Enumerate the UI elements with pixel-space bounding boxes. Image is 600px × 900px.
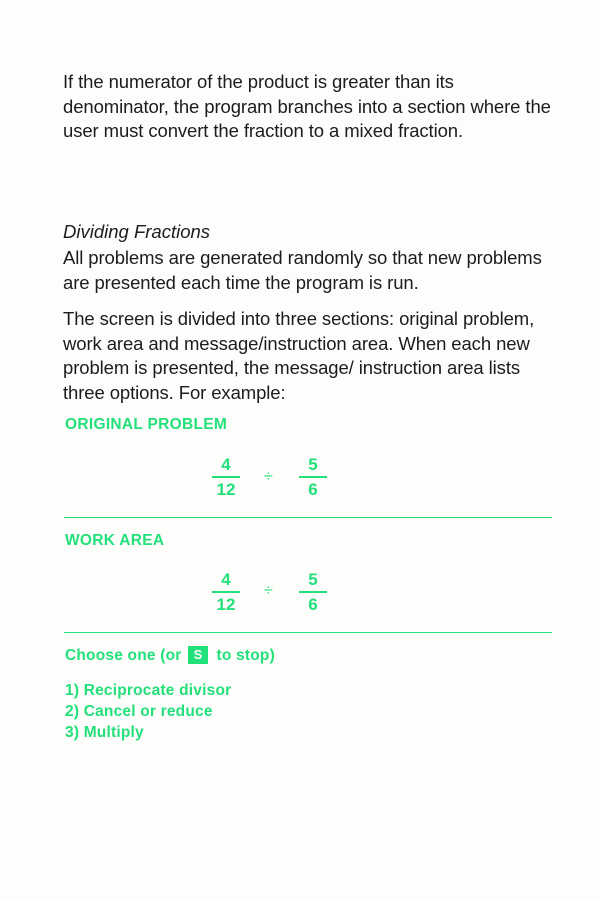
fraction-bar [299, 476, 327, 478]
section-heading: Dividing Fractions [63, 221, 211, 242]
divide-sign: ÷ [264, 582, 273, 599]
original-problem-label: ORIGINAL PROBLEM [65, 416, 228, 433]
divide-sign: ÷ [264, 468, 273, 485]
option-cancel-or-reduce[interactable]: 2) Cancel or reduce [65, 703, 213, 720]
fraction-numerator: 4 [221, 455, 231, 474]
section-divider [64, 632, 552, 633]
original-left-fraction [208, 455, 244, 500]
choose-suffix: to stop) [216, 647, 275, 664]
fraction-numerator: 5 [308, 455, 318, 474]
section-divider [64, 517, 552, 518]
fraction-bar [212, 476, 240, 478]
original-right-fraction [295, 455, 331, 500]
fraction-numerator: 5 [308, 570, 318, 589]
fraction-denominator: 6 [308, 595, 318, 614]
fraction-denominator: 12 [216, 595, 236, 614]
work-right-fraction [295, 570, 331, 615]
fraction-bar [299, 591, 327, 593]
intro-paragraph: If the numerator of the product is greater than its denominator, the program branches into a section where the user must convert the fraction to a mixed fraction. [63, 71, 551, 141]
stop-key[interactable]: S [188, 646, 208, 664]
work-area-label: WORK AREA [65, 532, 165, 549]
fraction-bar [212, 591, 240, 593]
option-reciprocate-divisor[interactable]: 1) Reciprocate divisor [65, 682, 232, 699]
choose-prompt [65, 646, 275, 665]
choose-prefix: Choose one (or [65, 647, 182, 664]
option-list [65, 680, 231, 743]
fraction-denominator: 6 [308, 480, 318, 499]
paragraph-screen-sections: The screen is divided into three sections: original problem, work area and message/instruction area. When each new problem is presented, the message/ instruction area lists three options. For example: [63, 308, 535, 403]
option-multiply[interactable]: 3) Multiply [65, 724, 144, 741]
paragraph-random-problems: All problems are generated randomly so that new problems are presented each time the program is run. [63, 247, 542, 293]
work-left-fraction [208, 570, 244, 615]
fraction-denominator: 12 [216, 480, 236, 499]
fraction-numerator: 4 [221, 570, 231, 589]
